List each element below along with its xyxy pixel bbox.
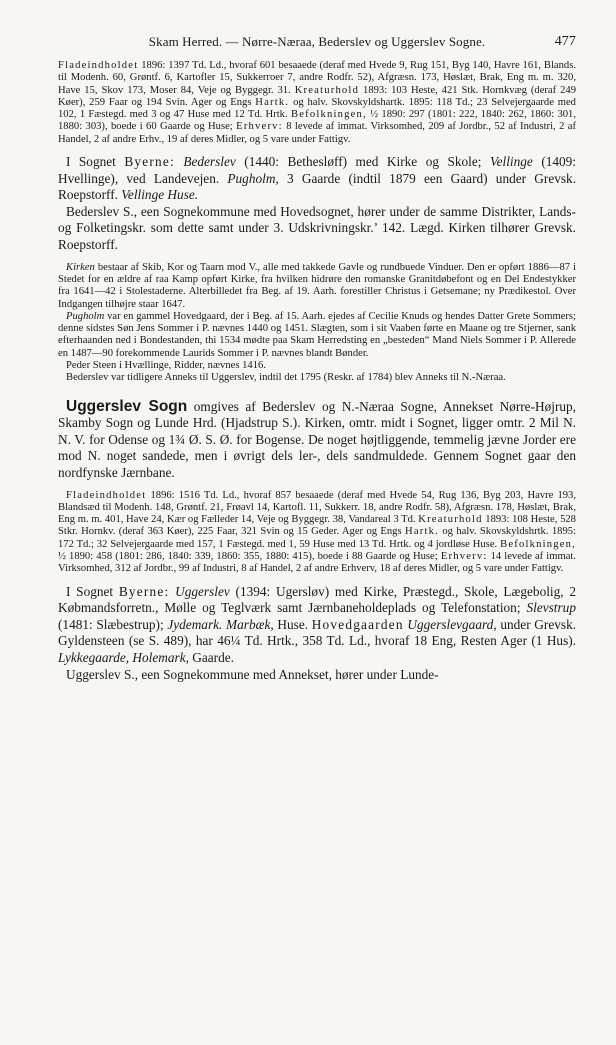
text: var en gammel Hovedgaard, der i Beg. af 15. Aarh. ejedes af Cecilie Knuds og hendes Datter Grete Sommers; denne sidstes Søn Jens Sommer i P. nævnes 1440 og 1451. Slægten, som i sit Vaaben førte en Maane og tre Stjerner, sank efterhaanden ned i Bondestanden, thi 1534 mødte paa Skam Herredsting en „besteden“ Mand Niels Sommer i P. Allerede en 1487—90 forekommende Laurids Sommer i P. nævnes blandt Bønder. [58, 310, 576, 359]
text: ½ 1890: 297 (1801: 222, 1840: 262, 1860: 301, 1880: 303), boede i 60 Gaarde og Huse; [58, 109, 576, 133]
text: (1481: Slæbestrup); [58, 616, 164, 632]
term-kreaturhold: Kreaturhold [418, 514, 483, 526]
section-title: Uggerslev Sogn [66, 397, 188, 415]
term-byerne: Byerne: [118, 583, 170, 599]
place-name: Lykkegaarde, Holemark, [58, 650, 189, 666]
text: under Grevsk. Gyldensteen (se S. 489), har 46¼ Td. Hrtk., 358 Td. Ld., hvoraf 18 Eng, Resten Ager (1 Hus). [58, 616, 577, 649]
page-number: 477 [554, 34, 576, 49]
text-body [58, 60, 576, 683]
term-befolkningen: Befolkningen, [500, 538, 576, 550]
term-erhverv: Erhverv: [236, 121, 283, 133]
text: 3 Gaarde (indtil 1879 een Gaard) under Grevsk. Roepstorff. [58, 170, 577, 203]
paragraph-uggerslev-sogn [58, 399, 576, 482]
place-name: Pugholm, [227, 170, 279, 186]
term-kirken: Kirken [66, 261, 95, 273]
text: I Sognet [66, 154, 116, 170]
term-byerne: Byerne: [124, 154, 175, 170]
term-befolkningen: Befolkningen, [290, 109, 367, 121]
term-hovedgaarden: Hovedgaarden [311, 616, 404, 632]
text: (1440: Bethesløff) med Kirke og Skole; [244, 154, 482, 170]
paragraph-anneks: Bederslev var tidligere Anneks til Uggerslev, indtil det 1795 (Reskr. af 1784) blev Anneks til N.-Næraa. [66, 372, 506, 384]
paragraph-bederslev-kommune: Bederslev S., een Sognekommune med Hovedsognet, hører under de samme Distrikter, Lands- og Folketingskr. som dette samt under 3. Udskrivningskr.’ 142. Lægd. Kirken tilhører Grevsk. Roepstorff. [58, 203, 576, 253]
text: 14 levede af immat. Virksomhed, 312 af Jordbr., 99 af Industri, 8 af Handel, 2 af andre Erhverv, 18 af deres Midler, og 5 vare under Fattigv. [58, 551, 577, 575]
text: ½ 1890: 458 (1801: 286, 1840: 339, 1860: 355, 1880: 415), boede i 88 Gaarde og Huse; [58, 551, 438, 563]
text: 1893: 103 Heste, 421 Stk. Hornkvæg (deraf 249 Køer), 259 Faar og 194 Svin. Ager og Engs [58, 84, 577, 108]
place-name: Bederslev [183, 154, 236, 170]
text: Huse. [277, 616, 309, 632]
term-pugholm: Pugholm [66, 310, 105, 322]
text: og halv. Skovskyldshartk. 1895: 118 Td.; 23 Selvejergaarde med 102, 1 Fæstegd. med 3 og 47 Huse med 12 Td. Hrtk. [58, 96, 576, 121]
place-name: Vellinge Huse. [121, 187, 199, 203]
text: 1896: 1397 Td. Ld., hvoraf 601 besaaede (deraf med Hvede 9, Rug 151, Byg 140, Havre 161, Blands. til Modenh. 60, Grøntf. 6, Kartofler 15, Sukkerroer 7, andre Rodfr. 52), Afgræsn. 173, Høslæt, Brak, Eng m. m. 320, Have 15, Skov 173, Moser 84, Veje og Byggegr. 31. [58, 60, 577, 96]
term-hartk: Hartk. [405, 526, 439, 538]
text: 1896: 1516 Td. Ld., hvoraf 857 besaaede (deraf med Hvede 54, Rug 136, Byg 203, Havre 193, Blandsæd til Modenh. 148, Grøntf. 21, Frøavl 14, Kartofl. 11, Sukkerr. 18, andre Rodfr. 58), Afgræsn. 178, Høslæt, Brak, Eng m. m. 401, Have 24, Kær og Fælleder 14, Veje og Byggegr. 38, Vandareal 3 Td. [58, 489, 576, 526]
term-erhverv: Erhverv: [440, 551, 488, 563]
text: (1394: Ugersløv) med Kirke, Præstegd., Skole, Lægebolig, 2 Købmandsforretn., Mølle og Teglværk samt Jærnbaneholdeplads og Telefonstation; [58, 583, 576, 616]
paragraph-pugholm [58, 311, 576, 360]
paragraph-bederslev-byerne [58, 154, 576, 204]
text: og halv. Skovskyldshrtk. 1895: 172 Td.; 32 Selvejergaarde med 157, 1 Fæstegd. med 1, 59 Huse med 13 Td. Hrtk. og 4 jordløse Huse. [58, 526, 577, 550]
place-name: Jydemark. Marbæk, [167, 616, 274, 632]
paragraph-uggerslev-kommune: Uggerslev S., een Sognekommune med Annekset, hører under Lunde- [66, 666, 439, 682]
term-fladeindholdet: Fladeindholdet [66, 489, 147, 501]
paragraph-uggerslev-byerne [58, 584, 576, 667]
paragraph-bederslev-statistics [58, 60, 576, 146]
text: bestaar af Skib, Kor og Taarn mod V., alle med takkede Gavle og rundbuede Vinduer. Den er opført 1886—87 i Stedet for en ældre af raa Kamp opført Kirke, fra hvilken hidrøre den romanske Granitdøbefont og en Del Endestykker fra 1641—42 i Stolestaderne. Alterbilledet fra Beg. af 19. Aarh. forestiller Christus i Getsemane; ny Prædikestol. Over Indgangen tilhøjre staar 1647. [58, 261, 576, 310]
text: Gaarde. [192, 650, 234, 666]
paragraph-uggerslev-statistics [58, 490, 576, 576]
place-name: Uggerslevgaard, [407, 616, 497, 632]
term-fladeindholdet: Fladeindholdet [58, 60, 139, 71]
running-header [58, 34, 576, 54]
text: 1893: 108 Heste, 528 Stkr. Hornkv. (deraf 363 Køer), 225 Faar, 321 Svin og 15 Geder. Ager og Engs [58, 514, 576, 538]
place-name: Vellinge [489, 154, 533, 170]
place-name: Slevstrup [526, 600, 576, 616]
term-kreaturhold: Kreaturhold [294, 84, 360, 96]
paragraph-peder-steen: Peder Steen i Hvællinge, Ridder, nævnes 1416. [66, 360, 266, 372]
term-hartk: Hartk. [255, 96, 290, 108]
text: I Sognet [66, 583, 114, 599]
header-title: Skam Herred. — Nørre-Næraa, Bederslev og Uggerslev Sogne. [148, 34, 486, 49]
place-name: Uggerslev [175, 583, 230, 599]
text: (1409: Hvellinge), ved Landevejen. [58, 154, 577, 186]
text: 8 levede af immat. Virksomhed, 209 af Jordbr., 52 af Industri, 2 af Handel, 2 af andre Erhv., 19 af deres Midler, og 5 vare under Fattigv. [58, 121, 576, 145]
paragraph-kirken [58, 262, 576, 311]
text: omgives af Bederslev og N.-Næraa Sogne, Annekset Nørre-Højrup, Skamby Sogn og Lunde Hrd. (Hjadstrup S.). Kirken, omtr. midt i Sognet, ligger omtr. 2 Mil N. N. V. for Odense og 1¾ Ø. S. Ø. for Bogense. De noget højtliggende, temmelig jævne Jorder ere mod N. noget sandede, men i øvrigt dels ler-, dels sandmuldede. Gennem Sognet gaar den nordfynske Jærnbane. [58, 398, 577, 480]
